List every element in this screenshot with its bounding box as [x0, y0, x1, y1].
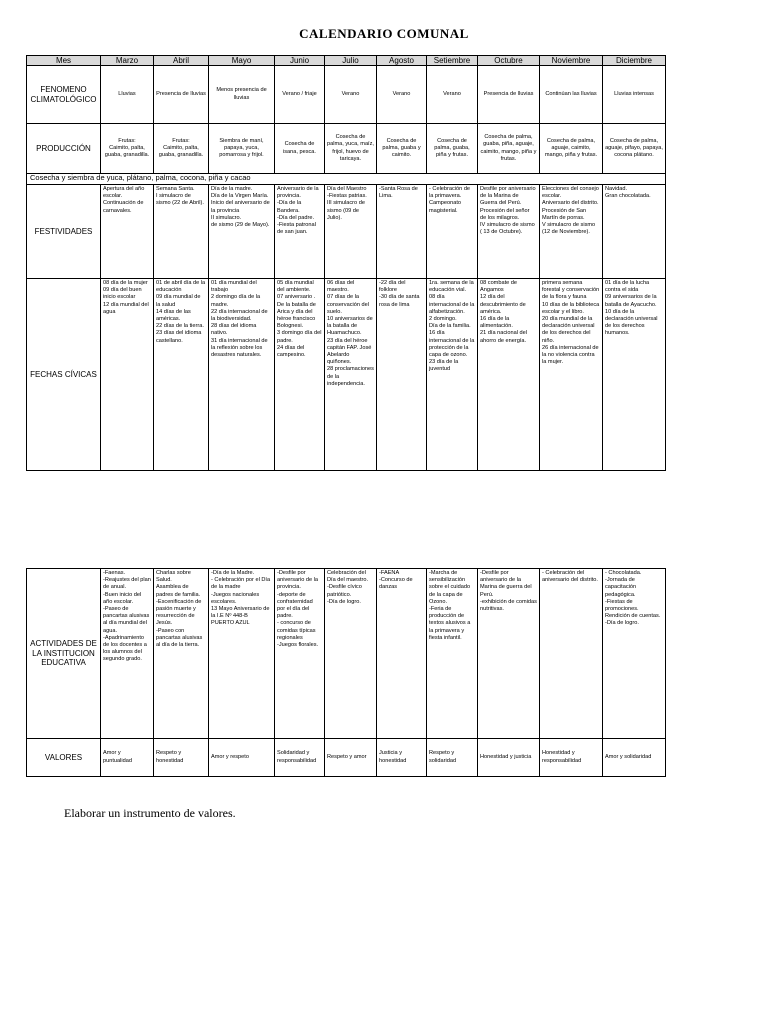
table-cell: Presencia de lluvias — [478, 66, 540, 124]
header-cell: Mes — [27, 56, 101, 66]
table-cell: 1ra. semana de la educación vial. 08 día internacional de la alfabetización. 2 domingo. Día de la familia. 16 día internacional de la protección de la capa de ozono. 23 día de la juventud — [427, 279, 478, 471]
fechas-row — [27, 279, 666, 471]
page-title: CALENDARIO COMUNAL — [299, 26, 469, 41]
header-cell: Abril — [154, 56, 209, 66]
header-cell: Setiembre — [427, 56, 478, 66]
table-cell: Día de la madre. Día de la Virgen María. Inicio del aniversario de la provincia II simulacro. de sismo (29 de Mayo). — [209, 185, 275, 279]
table-cell: Cosecha de palma, guaba, piña, aguaje, caimito, mango, piña y frutas. — [478, 124, 540, 174]
table-cell: -Marcha de sensibilización sobre el cuidado de la capa de Ozono. -Feria de producción de textos alusivos a la primavera y fiesta infantil. — [427, 569, 478, 739]
table-cell: Amor y solidaridad — [603, 739, 666, 777]
calendar-table — [26, 55, 666, 471]
table-cell: Cosecha de palma, guaba, piña y frutas. — [427, 124, 478, 174]
table-cell: Navidad. Gran chocolatada. — [603, 185, 666, 279]
table-cell: Apertura del año escolar. Continuación de carnavales. — [101, 185, 154, 279]
header-cell: Julio — [325, 56, 377, 66]
header-cell: Agosto — [377, 56, 427, 66]
table-cell: -22 día del folklore -30 día de santa rosa de lima — [377, 279, 427, 471]
row-label: ACTIVIDADES DE LA INSTITUCION EDUCATIVA — [27, 569, 101, 739]
table-cell: Cosecha de palma, aguaje, caimito, mango, piña y frutas. — [540, 124, 603, 174]
table-cell: Día del Maestro -Fiestas patrias. III simulacro de sismo (09 de Julio). — [325, 185, 377, 279]
table-cell: Semana Santa. I simulacro de sismo (22 de Abril). — [154, 185, 209, 279]
table-cell: -FAENA -Concurso de danzas — [377, 569, 427, 739]
table-cell: primera semana forestal y conservación de la flora y fauna 10 días de la biblioteca escolar y el libro. 20 día mundial de la declaración universal de los derechos del niño. 26 día internacional de la no violencia contra la mujer. — [540, 279, 603, 471]
table-cell: 01 de abril día de la educación 09 día mundial de la salud 14 días de las américas. 22 días de la tierra. 23 días del idioma castellano. — [154, 279, 209, 471]
activities-table — [26, 568, 666, 777]
table-cell: Continúan las lluvias — [540, 66, 603, 124]
table-cell: Amor y puntualidad — [101, 739, 154, 777]
actividades-row — [27, 569, 666, 739]
row-label: FECHAS CÍVICAS — [27, 279, 101, 471]
header-cell: Marzo — [101, 56, 154, 66]
table-cell: 08 combate de Angamos 12 día del descubrimiento de américa. 16 día de la alimentación. 21 día nacional del ahorro de energía. — [478, 279, 540, 471]
table-cell: Solidaridad y responsabilidad — [275, 739, 325, 777]
table-cell: Celebración del Día del maestro. -Desfile cívico patriótico. -Día de logro. — [325, 569, 377, 739]
header-cell: Mayo — [209, 56, 275, 66]
row-label: FENOMENO CLIMATOLÓGICO — [27, 66, 101, 124]
header-cell: Diciembre — [603, 56, 666, 66]
header-cell: Noviembre — [540, 56, 603, 66]
table-cell: Charlas sobre Salud. Asamblea de padres de familia. -Escenificación de pasión muerte y resurrección de Jesús. -Paseo con pancartas alusivas al día de la tierra. — [154, 569, 209, 739]
table-cell: Aniversario de la provincia. -Día de la Bandera. -Día del padre. -Fiesta patronal de san juan. — [275, 185, 325, 279]
header-cell: Junio — [275, 56, 325, 66]
header-row — [27, 56, 666, 66]
table-cell: Respeto y honestidad — [154, 739, 209, 777]
table-cell: Frutas: Caimito, palta, guaba, granadilla. — [154, 124, 209, 174]
table-cell: 05 día mundial del ambiente. 07 aniversario . De la batalla de Arica y día del héroe francisco Bolognesi. 3 domingo día del padre. 24 días del campesino. — [275, 279, 325, 471]
table-cell: 08 día de la mujer 09 día del buen inicio escolar 12 día mundial del agua — [101, 279, 154, 471]
table-cell: Cosecha de palma, guaba y caimito. — [377, 124, 427, 174]
table-cell: 06 días del maestro. 07 días de la conservación del suelo. 10 aniversarios de la batalla de Huamachuco. 23 día del héroe capitán FAP. José Abelardo quiñones. 28 proclamaciones de la independencia. — [325, 279, 377, 471]
table-cell: Siembra de maní, papaya, yuca, pomarrosa y frijol. — [209, 124, 275, 174]
table-cell: - Celebración del aniversario del distrito. — [540, 569, 603, 739]
table-cell: 01 día de la lucha contra el sida 09 aniversarios de la batalla de Ayacucho. 10 día de la declaración universal de los derechos humanos. — [603, 279, 666, 471]
table-cell: Verano — [377, 66, 427, 124]
table-cell: - Celebración de la primavera. Campeonato magisterial. — [427, 185, 478, 279]
table-cell: Frutas: Caimito, palta, guaba, granadilla. — [101, 124, 154, 174]
table-cell: Cosecha de palma, yuca, maíz, frijol, huevo de taricaya. — [325, 124, 377, 174]
table-cell: Cosecha de palma, aguaje, pifayo, papaya, cocona plátano. — [603, 124, 666, 174]
table-cell: 01 día mundial del trabajo 2 domingo día de la madre. 22 día internacional de la biodiversidad. 28 días del idioma nativo. 31 día internacional de la reflexión sobre los desastres naturales. — [209, 279, 275, 471]
crop-note: Cosecha y siembra de yuca, plátano, palma, cocona, piña y cacao — [27, 174, 666, 185]
table-cell: - Chocolatada. -Jornada de capacitación pedagógica. -Fiestas de promociones. Rendición de cuentas. -Día de logro. — [603, 569, 666, 739]
table-cell: -Desfile por aniversario de la provincia. -deporte de confraternidad por el día del padre. - concurso de comidas típicas regionales -Juegos florales. — [275, 569, 325, 739]
table-cell: Amor y respeto — [209, 739, 275, 777]
table-cell: Lluvias — [101, 66, 154, 124]
table-cell: Menos presencia de lluvias — [209, 66, 275, 124]
table-cell: Desfile por aniversario de la Marina de Guerra del Perú. Procesión del señor de los milagros. IV simulacro de sismo ( 13 de Octubre). — [478, 185, 540, 279]
table-cell: Presencia de lluvias — [154, 66, 209, 124]
table-cell: Verano — [427, 66, 478, 124]
table-cell: -Desfile por aniversario de la Marina de guerra del Perú. -exhibición de comidas nutritivas. — [478, 569, 540, 739]
table-cell: Lluvias intensas — [603, 66, 666, 124]
table-cell: Verano — [325, 66, 377, 124]
table-cell: Cosecha de isana, pesca. — [275, 124, 325, 174]
table-cell: Verano / friaje — [275, 66, 325, 124]
table-cell: Honestidad y responsabilidad — [540, 739, 603, 777]
produccion-row — [27, 124, 666, 174]
row-label: PRODUCCIÓN — [27, 124, 101, 174]
table-cell: Respeto y solidaridad — [427, 739, 478, 777]
table-cell: Honestidad y justicia — [478, 739, 540, 777]
table-cell: Elecciones del consejo escolar. Aniversario del distrito. Procesión de San Martín de porras. V simulacro de sismo (12 de Noviembre). — [540, 185, 603, 279]
table-cell: Respeto y amor — [325, 739, 377, 777]
table-cell: -Faenas. -Reajustes del plan de anual. -Buen inicio del año escolar. -Paseo de pancartas alusivas al día mundial del agua. -Apadrinamiento de los docentes a los alumnos del segundo grado. — [101, 569, 154, 739]
valores-row — [27, 739, 666, 777]
footer-note: Elaborar un instrumento de valores. — [64, 806, 236, 820]
header-cell: Octubre — [478, 56, 540, 66]
row-label: VALORES — [27, 739, 101, 777]
row-label: FESTIVIDADES — [27, 185, 101, 279]
table-cell: Justicia y honestidad — [377, 739, 427, 777]
festividades-row — [27, 185, 666, 279]
table-cell: -Día de la Madre. - Celebración por el Día de la madre -Juegos nacionales escolares. 13 Mayo Aniversario de la I.E Nº 448-B PUERTO AZUL — [209, 569, 275, 739]
table-cell: -Santa Rosa de Lima. — [377, 185, 427, 279]
span-row — [27, 174, 666, 185]
fenomeno-row — [27, 66, 666, 124]
